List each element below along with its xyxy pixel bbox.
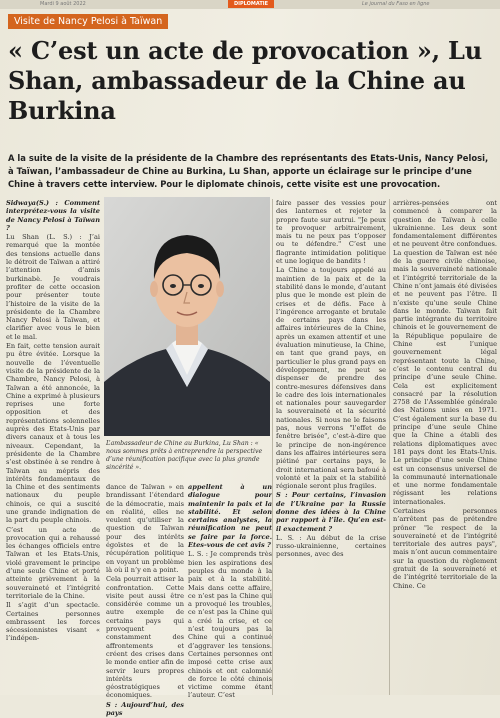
portrait-illustration bbox=[104, 197, 270, 436]
text-column-3 bbox=[188, 483, 272, 701]
answer-paragraph: L. S. : Je comprends très bien les aspirations des peuples du monde à la paix et à la stabilité. Mais dans cette affaire, ce n’est pas la Chine qui a provoqué les troubles, ce n’est pas la Chine qui a créé la crise, et ce n’est toujours pas la Chine qui a continué d’aggraver les tensions. Certaines personnes ont imposé cette crise aux chinois et ont calomnié de force le côté chinois victime comme étant l’auteur. C’est bbox=[188, 550, 272, 700]
issue-date: Mardi 9 août 2022 bbox=[40, 1, 86, 7]
column-rule bbox=[389, 199, 390, 695]
question: Sidwaya(S.) : Comment interprétez-vous la visite de Nancy Pelosi à Taïwan ? bbox=[6, 199, 100, 232]
text-column-2 bbox=[106, 483, 184, 718]
answer-paragraph: Cela pourrait attiser la confrontation. Cette visite peut aussi être considérée comme un autre exemple de certains pays qui provoquent constamment des affrontements et créent des crises dans le monde entier afin de servir leurs propres intérêts géostratégiques et économiques. bbox=[106, 575, 184, 700]
column-rule bbox=[272, 199, 273, 695]
page-header bbox=[0, 0, 500, 9]
article-headline: « C’est un acte de provocation », Lu Shan, ambassadeur de la Chine au Burkina bbox=[8, 36, 482, 125]
answer-paragraph: Il s’agit d’un spectacle. Certaines personnes embrassent les forces sécessionnistes visant « l’indépen- bbox=[6, 601, 100, 643]
photo-caption: L’ambassadeur de Chine au Burkina, Lu Shan : « nous sommes prêts à entreprendre la perspective d’une réunification pacifique avec la plus grande sincérité ». bbox=[106, 440, 263, 471]
kicker-label: Visite de Nancy Pelosi à Taïwan bbox=[8, 14, 168, 29]
answer-paragraph: En fait, cette tension aurait pu être évitée. Lorsque la nouvelle de l’éventuelle visite de la présidente de la Chambre, Nancy Pelosi, à Taïwan a été annoncée, la Chine a exprimé à plusieurs reprises une forte opposition et des représentations solennelles auprès des Etats-Unis par divers canaux et à tous les niveaux. Cependant, la présidente de la Chambre s’est obstinée à se rendre à Taïwan au mépris des intérêts fondamentaux de la Chine et des sentiments nationaux du peuple chinois, ce qui a suscité une grande indignation de la part du peuple chinois. bbox=[6, 342, 100, 525]
answer-paragraph: faire passer des vessies pour des lanternes et rejeter la propre faute sur autrui. "Je peux te provoquer arbitrairement, mais tu ne peux pas t’opposer ou te défendre." C’est une flagrante intimidation politique et une logique de bandits ! bbox=[276, 199, 386, 266]
answer-paragraph: Certaines personnes n’arrêtent pas de prétendre prôner "le respect de la souveraineté et de l’intégrité territoriale des autres pays", mais n’ont aucun commentaire sur la question du règlement gratuit de la souveraineté et de l’intégrité territoriale de la Chine. Ce bbox=[393, 506, 497, 590]
newspaper-name: Le journal du Faso en ligne bbox=[362, 1, 430, 7]
answer-paragraph: L. S. : Au début de la crise russo-ukrainienne, certaines personnes, avec des bbox=[276, 533, 386, 559]
answer-paragraph: arrières-pensées ont commencé à comparer la question de Taïwan à celle ukrainienne. Les deux sont fondamentalement différentes et ne peuvent être confondues. La question de Taïwan est née de la guerre civile chinoise, mais la souveraineté nationale et l’intégrité territoriale de la Chine n’ont jamais été divisées et ne peuvent pas l’être. Il n’existe qu’une seule Chine dans le monde. Taïwan fait partie intégrante du territoire chinois et le gouvernement de la République populaire de Chine est l’unique gouvernement légal représentant toute la Chine, c’est le contenu central du principe d’une seule Chine. Cela est explicitement consacré par la résolution 2758 de l’Assemblée générale des Nations unies en 1971. C’est également sur la base du principe d’une seule Chine que la Chine a établi des relations diplomatiques avec 181 pays dont les Etats-Unis. Le principe d’une seule Chine est un consensus universel de la communauté internationale et une norme fondamentale régissant les relations internationales. bbox=[393, 199, 497, 506]
text-column-1 bbox=[6, 199, 100, 644]
text-column-5 bbox=[393, 199, 497, 591]
answer-paragraph: Lu Shan (L. S.) : J’ai remarqué que la montée des tensions actuelle dans le détroit de Taïwan a attiré l’attention d’amis burkinabè. Je voudrais profiter de cette occasion pour présenter toute l’histoire de la visite de la présidente de la Chambre Nancy Pelosi à Taïwan, et clarifier avec vous le bien et le mal. bbox=[6, 233, 100, 341]
question: S : Pour certains, l’invasion de l’Ukraine par la Russie donne des idées à la Chine par rapport à l’île. Qu’en est-il exactement ? bbox=[276, 491, 386, 533]
answer-paragraph: dance de Taïwan » en brandissant l’étendard de la démocratie, mais en réalité, elles ne veulent qu’utiliser la question de Taïwan pour des intérêts égoïstes et de la récupération politique en voyant un problème là où il n’y en a point. bbox=[106, 483, 184, 574]
question: appellent à un dialogue pour maintenir la paix et la stabilité. Et selon certains analystes, la réunification ne peut se faire par la force. Etes-vous de cet avis ? bbox=[188, 483, 272, 550]
article-standfirst: A la suite de la visite de la présidente de la Chambre des représentants des Etats-Unis, Nancy Pelosi, à Taïwan, l’ambassadeur de Chine au Burkina, Lu Shan, apporte un éclairage sur le principe d’une Chine à travers cette interview. Pour le diplomate chinois, cette visite est une provocation. bbox=[8, 153, 489, 189]
answer-paragraph: La Chine a toujours appelé au maintien de la paix et de la stabilité dans le monde, d’autant plus que le monde est plein de crises et de défis. Face à l’ingérence arrogante et brutale de certains pays dans les affaires intérieures de la Chine, après un examen attentif et une évaluation minutieuse, la Chine, en tant que grand pays, en particulier le plus grand pays en développement, ne peut se dispenser de prendre des contre-mesures défensives dans le cadre des lois internationales et nationales pour sauvegarder la souveraineté et la sécurité nationales. Si nous ne le faisons pas, nous verrons "l’effet de fenêtre brisée", c’est-à-dire que le principe de non-ingérence dans les affaires intérieures sera piétiné par certains pays, le droit international sera bafoué à volonté et la paix et la stabilité régionale seront plus fragiles. bbox=[276, 266, 386, 491]
ambassador-photo bbox=[104, 197, 270, 436]
text-column-4 bbox=[276, 199, 386, 560]
answer-paragraph: C’est un acte de provocation qui a rehaussé les échanges officiels entre Taïwan et les Etats-Unis, violé gravement le principe d’une seule Chine et porté atteinte grièvement à la souveraineté et l’intégrité territoriale de la Chine. bbox=[6, 525, 100, 600]
section-rubric: DIPLOMATIE bbox=[228, 0, 274, 8]
question: S : Aujourd’hui, des pays bbox=[106, 700, 184, 718]
